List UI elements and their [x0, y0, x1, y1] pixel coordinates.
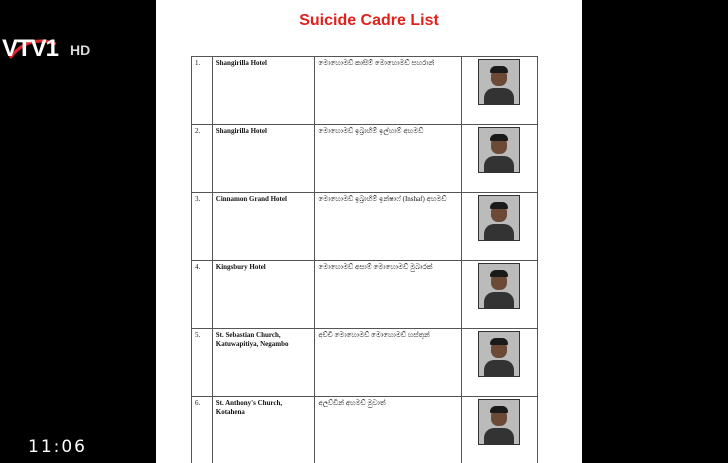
- row-photo-cell: [461, 261, 537, 329]
- row-name: මොහොමඩ් අසාම් මොහොමඩ් මුබාරක්: [315, 261, 461, 329]
- row-number: 6.: [192, 397, 213, 463]
- document-title: Suicide Cadre List: [299, 12, 439, 29]
- row-location: Shangirilla Hotel: [212, 57, 315, 125]
- row-name: අච්චි මොහොමඩ් මොහොමඩ් හස්තුන්: [315, 329, 461, 397]
- table-row: [192, 329, 538, 397]
- row-location: St. Sebastian Church, Katuwapitiya, Negambo: [212, 329, 315, 397]
- table-row: [192, 261, 538, 329]
- suspect-photo: [478, 127, 520, 173]
- row-photo-cell: [461, 329, 537, 397]
- suspect-photo: [478, 263, 520, 309]
- row-photo-cell: [461, 125, 537, 193]
- cadre-table: [191, 56, 538, 463]
- row-number: 5.: [192, 329, 213, 397]
- table-row: [192, 193, 538, 261]
- table-row: [192, 397, 538, 463]
- row-name: අලව්ඩින් අහමඩ් මුවාත්: [315, 397, 461, 463]
- row-photo-cell: [461, 193, 537, 261]
- suspect-photo: [478, 399, 520, 445]
- suspect-photo: [478, 195, 520, 241]
- row-number: 3.: [192, 193, 213, 261]
- channel-logo: [2, 36, 94, 62]
- row-name: මොහොමඩ් ඉබ්‍රාහිම් ඉල්හාම් අහමඩ්: [315, 125, 461, 193]
- row-photo-cell: [461, 57, 537, 125]
- row-location: Kingsbury Hotel: [212, 261, 315, 329]
- table-row: [192, 125, 538, 193]
- logo-text: VTV1: [2, 35, 59, 62]
- row-name: මොහොමඩ් ඉබ්‍රාහිම් ඉන්ෂාෆ් (Inshaf) අහමඩ්: [315, 193, 461, 261]
- row-number: 2.: [192, 125, 213, 193]
- table-row: [192, 57, 538, 125]
- row-location: Shangirilla Hotel: [212, 125, 315, 193]
- row-location: St. Anthony's Church, Kotahena: [212, 397, 315, 463]
- row-number: 1.: [192, 57, 213, 125]
- row-number: 4.: [192, 261, 213, 329]
- suspect-photo: [478, 331, 520, 377]
- clock-display: 11:06: [28, 437, 87, 457]
- row-photo-cell: [461, 397, 537, 463]
- suspect-photo: [478, 59, 520, 105]
- hd-badge: HD: [70, 42, 91, 58]
- row-name: මොහොමඩ් කාසිම් මොහොමඩ් සහරාන්: [315, 57, 461, 125]
- row-location: Cinnamon Grand Hotel: [212, 193, 315, 261]
- document-page: [156, 0, 582, 463]
